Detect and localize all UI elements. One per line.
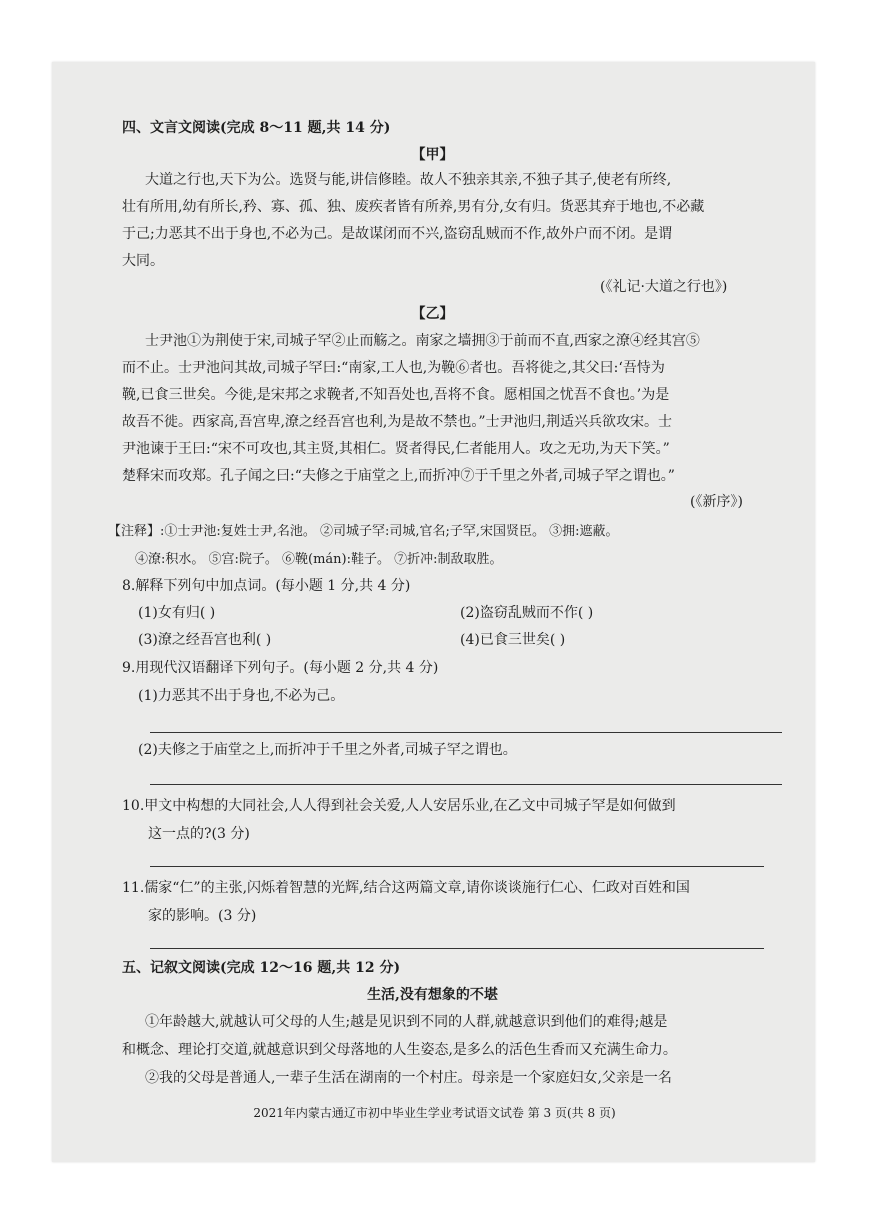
yi-line-3: 鞔,已食三世矣。今徙,是宋邦之求鞔者,不知吾处也,吾将不食。愿相国之忧吾不食也。’为是	[122, 387, 670, 403]
yi-line-1: 士尹池①为荆使于宋,司城子罕②止而觞之。南家之墙拥③于前而不直,西家之潦④经其宫⑤	[145, 333, 700, 349]
yi-line-4: 故吾不徙。西家高,吾宫卑,潦之经吾宫也利,为是故不禁也。”士尹池归,荆适兴兵欲攻宋。士	[122, 414, 672, 430]
question-8: 8.解释下列句中加点词。(每小题 1 分,共 4 分)	[122, 578, 411, 594]
essay-line-2: 和概念、理论打交道,就越意识到父母落地的人生姿态,是多么的活色生香而又充满生命力。	[122, 1042, 677, 1058]
yi-title: 【乙】	[411, 306, 454, 322]
question-8-3: (3)潦之经吾宫也利( )	[138, 632, 272, 648]
question-8-4: (4)已食三世矣( )	[460, 632, 566, 648]
question-11-line-1: 11.儒家“仁”的主张,闪烁着智慧的光辉,结合这两篇文章,请你谈谈施行仁心、仁政对百姓和国	[122, 880, 690, 896]
question-10-line-1: 10.甲文中构想的大同社会,人人得到社会关爱,人人安居乐业,在乙文中司城子罕是如何做到	[122, 798, 676, 814]
yi-line-6: 楚释宋而攻郑。孔子闻之曰:“夫修之于庙堂之上,而折冲⑦于千里之外者,司城子罕之谓也。”	[122, 468, 675, 484]
section-5-title: 五、记叙文阅读(完成 12～16 题,共 12 分)	[122, 960, 401, 976]
yi-line-2: 而不止。士尹池问其故,司城子罕曰:“南家,工人也,为鞔⑥者也。吾将徙之,其父曰:‘吾恃为	[122, 360, 665, 376]
yi-line-5: 尹池谏于王曰:“宋不可攻也,其主贤,其相仁。贤者得民,仁者能用人。攻之无功,为天下笑。”	[122, 441, 670, 457]
question-8-2: (2)盗窃乱贼而不作( )	[460, 605, 594, 621]
question-9: 9.用现代汉语翻译下列句子。(每小题 2 分,共 4 分)	[122, 660, 439, 676]
answer-line-9-1[interactable]	[150, 732, 782, 733]
question-10-line-2: 这一点的?(3 分)	[148, 826, 250, 842]
jia-source: (《礼记·大道之行也》)	[600, 279, 728, 295]
question-9-1: (1)力恶其不出于身也,不必为己。	[138, 688, 345, 704]
jia-line-3: 于己;力恶其不出于身也,不必为己。是故谋闭而不兴,盗窃乱贼而不作,故外户而不闭。是谓	[122, 226, 673, 242]
page-footer: 2021年内蒙古通辽市初中毕业生学业考试语文试卷 第 3 页(共 8 页)	[253, 1106, 616, 1120]
essay-line-1: ①年龄越大,就越认可父母的人生;越是见识到不同的人群,就越意识到他们的难得;越是	[145, 1014, 668, 1030]
answer-line-11[interactable]	[150, 948, 764, 949]
essay-title: 生活,没有想象的不堪	[367, 987, 498, 1003]
jia-line-4: 大同。	[122, 253, 164, 269]
question-9-2: (2)夫修之于庙堂之上,而折冲于千里之外者,司城子罕之谓也。	[138, 742, 517, 758]
answer-line-9-2[interactable]	[150, 784, 782, 785]
answer-line-10[interactable]	[150, 866, 764, 867]
notes-line-2: ④潦:积水。 ⑤宫:院子。 ⑥鞔(mán):鞋子。 ⑦折冲:制敌取胜。	[135, 552, 503, 567]
jia-title: 【甲】	[411, 147, 454, 163]
section-4-title: 四、文言文阅读(完成 8～11 题,共 14 分)	[122, 120, 391, 136]
jia-line-1: 大道之行也,天下为公。选贤与能,讲信修睦。故人不独亲其亲,不独子其子,使老有所终,	[145, 172, 672, 188]
essay-line-3: ②我的父母是普通人,一辈子生活在湖南的一个村庄。母亲是一个家庭妇女,父亲是一名	[145, 1070, 672, 1086]
question-11-line-2: 家的影响。(3 分)	[148, 908, 257, 924]
notes-line-1: 【注释】:①士尹池:复姓士尹,名池。 ②司城子罕:司城,官名;子罕,宋国贤臣。 ③拥:遮蔽。	[108, 524, 619, 539]
yi-source: (《新序》)	[690, 494, 743, 510]
jia-line-2: 壮有所用,幼有所长,矜、寡、孤、独、废疾者皆有所养,男有分,女有归。货恶其弃于地也,不必藏	[122, 199, 705, 215]
question-8-1: (1)女有归( )	[138, 605, 216, 621]
